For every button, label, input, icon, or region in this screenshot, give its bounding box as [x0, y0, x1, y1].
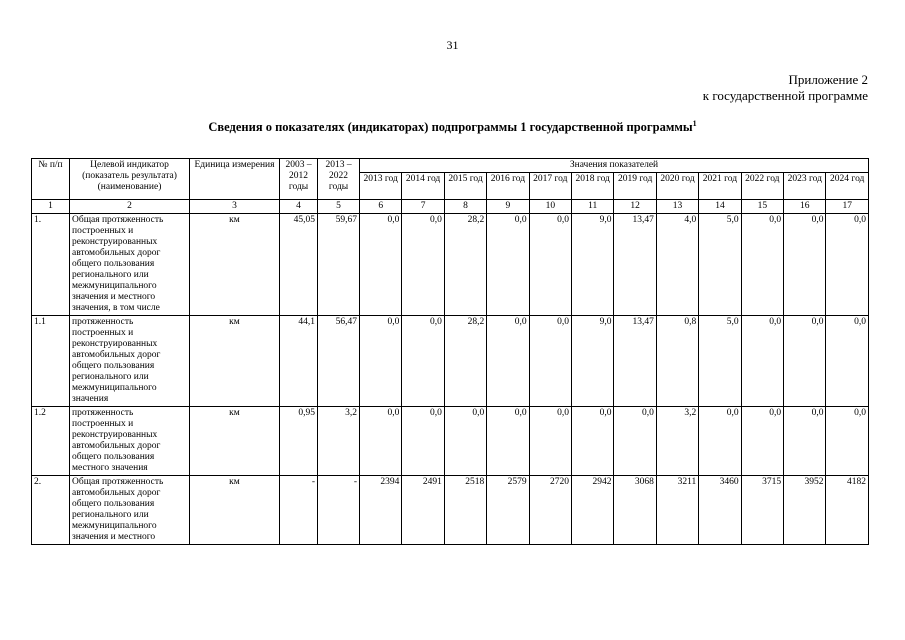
year-value: 2579 [487, 476, 529, 545]
footnote-mark: 1 [692, 118, 697, 128]
year-value: 13,47 [614, 316, 656, 407]
column-number: 16 [784, 200, 826, 214]
year-value: 0,0 [487, 214, 529, 316]
period-2013-2022-value: 3,2 [318, 407, 360, 476]
year-value: 2518 [444, 476, 486, 545]
period-2003-2012-value: - [280, 476, 318, 545]
column-number: 17 [826, 200, 869, 214]
column-number: 2 [70, 200, 190, 214]
year-value: 13,47 [614, 214, 656, 316]
year-value: 0,0 [360, 316, 402, 407]
year-value: 0,0 [529, 316, 571, 407]
year-value: 3460 [699, 476, 741, 545]
year-value: 0,0 [741, 214, 783, 316]
indicator-name: Общая протяженность построенных и реконструированных автомобильных дорог общего пользования регионального или межмуниципального значения и местного значения, в том числе [70, 214, 190, 316]
year-value: 0,8 [656, 316, 698, 407]
table-row [32, 476, 869, 545]
year-value: 0,0 [529, 407, 571, 476]
year-value: 0,0 [826, 407, 869, 476]
year-value: 0,0 [784, 316, 826, 407]
column-number: 15 [741, 200, 783, 214]
period-2003-2012-value: 44,1 [280, 316, 318, 407]
year-value: 0,0 [402, 316, 444, 407]
column-number: 6 [360, 200, 402, 214]
year-value: 4,0 [656, 214, 698, 316]
header-year: 2017 год [529, 173, 571, 200]
header-year: 2016 год [487, 173, 529, 200]
year-value: 3068 [614, 476, 656, 545]
header-period-2003-2012: 2003 – 2012 годы [280, 159, 318, 200]
period-2013-2022-value: 56,47 [318, 316, 360, 407]
table-row [32, 316, 869, 407]
year-value: 0,0 [529, 214, 571, 316]
unit: км [190, 407, 280, 476]
year-value: 28,2 [444, 214, 486, 316]
column-number: 7 [402, 200, 444, 214]
unit: км [190, 214, 280, 316]
year-value: 4182 [826, 476, 869, 545]
column-number: 13 [656, 200, 698, 214]
period-2013-2022-value: 59,67 [318, 214, 360, 316]
header-year: 2013 год [360, 173, 402, 200]
year-value: 0,0 [402, 407, 444, 476]
row-number: 1. [32, 214, 70, 316]
year-value: 3715 [741, 476, 783, 545]
header-year: 2021 год [699, 173, 741, 200]
year-value: 3,2 [656, 407, 698, 476]
table-body [32, 159, 869, 545]
page-number: 31 [446, 38, 459, 52]
appendix-line-1: Приложение 2 [788, 72, 868, 87]
table-row [32, 407, 869, 476]
column-number: 8 [444, 200, 486, 214]
year-value: 9,0 [572, 214, 614, 316]
year-value: 0,0 [360, 214, 402, 316]
appendix-caption [703, 72, 868, 104]
year-value: 28,2 [444, 316, 486, 407]
column-number: 11 [572, 200, 614, 214]
column-number: 12 [614, 200, 656, 214]
header-values-group: Значения показателей [360, 159, 869, 173]
indicator-name: Общая протяженность автомобильных дорог общего пользования регионального или межмуниципального значения и местного [70, 476, 190, 545]
header-unit: Единица измерения [190, 159, 280, 200]
year-value: 9,0 [572, 316, 614, 407]
row-number: 1.1 [32, 316, 70, 407]
column-number-row [32, 200, 869, 214]
year-value: 0,0 [402, 214, 444, 316]
column-number: 4 [280, 200, 318, 214]
table-row [32, 214, 869, 316]
year-value: 2491 [402, 476, 444, 545]
header-year: 2018 год [572, 173, 614, 200]
indicator-name: протяженность построенных и реконструированных автомобильных дорог общего пользования местного значения [70, 407, 190, 476]
year-value: 3211 [656, 476, 698, 545]
year-value: 0,0 [741, 407, 783, 476]
column-number: 3 [190, 200, 280, 214]
year-value: 2394 [360, 476, 402, 545]
year-value: 0,0 [614, 407, 656, 476]
header-period-2013-2022: 2013 – 2022 годы [318, 159, 360, 200]
year-value: 2720 [529, 476, 571, 545]
header-year: 2015 год [444, 173, 486, 200]
header-year: 2019 год [614, 173, 656, 200]
year-value: 3952 [784, 476, 826, 545]
column-number: 9 [487, 200, 529, 214]
year-value: 0,0 [360, 407, 402, 476]
column-number: 14 [699, 200, 741, 214]
row-number: 2. [32, 476, 70, 545]
unit: км [190, 476, 280, 545]
column-number: 5 [318, 200, 360, 214]
unit: км [190, 316, 280, 407]
indicators-table [31, 158, 869, 545]
row-number: 1.2 [32, 407, 70, 476]
year-value: 5,0 [699, 316, 741, 407]
period-2003-2012-value: 0,95 [280, 407, 318, 476]
header-num: № п/п [32, 159, 70, 200]
column-number: 10 [529, 200, 571, 214]
period-2013-2022-value: - [318, 476, 360, 545]
year-value: 0,0 [487, 316, 529, 407]
header-row-1 [32, 159, 869, 173]
year-value: 0,0 [699, 407, 741, 476]
header-year: 2022 год [741, 173, 783, 200]
year-value: 0,0 [784, 214, 826, 316]
indicator-name: протяженность построенных и реконструированных автомобильных дорог общего пользования регионального или межмуниципального значения [70, 316, 190, 407]
year-value: 0,0 [572, 407, 614, 476]
header-year: 2014 год [402, 173, 444, 200]
year-value: 0,0 [826, 316, 869, 407]
period-2003-2012-value: 45,05 [280, 214, 318, 316]
year-value: 0,0 [784, 407, 826, 476]
appendix-line-2: к государственной программе [702, 88, 868, 103]
header-indicator: Целевой индикатор (показатель результата) (наименование) [70, 159, 190, 200]
year-value: 2942 [572, 476, 614, 545]
column-number: 1 [32, 200, 70, 214]
header-year: 2020 год [656, 173, 698, 200]
year-value: 0,0 [741, 316, 783, 407]
header-year: 2023 год [784, 173, 826, 200]
header-year: 2024 год [826, 173, 869, 200]
document-title [0, 120, 905, 135]
year-value: 0,0 [487, 407, 529, 476]
year-value: 0,0 [826, 214, 869, 316]
document-title-text: Сведения о показателях (индикаторах) подпрограммы 1 государственной программы [208, 120, 693, 134]
year-value: 0,0 [444, 407, 486, 476]
year-value: 5,0 [699, 214, 741, 316]
